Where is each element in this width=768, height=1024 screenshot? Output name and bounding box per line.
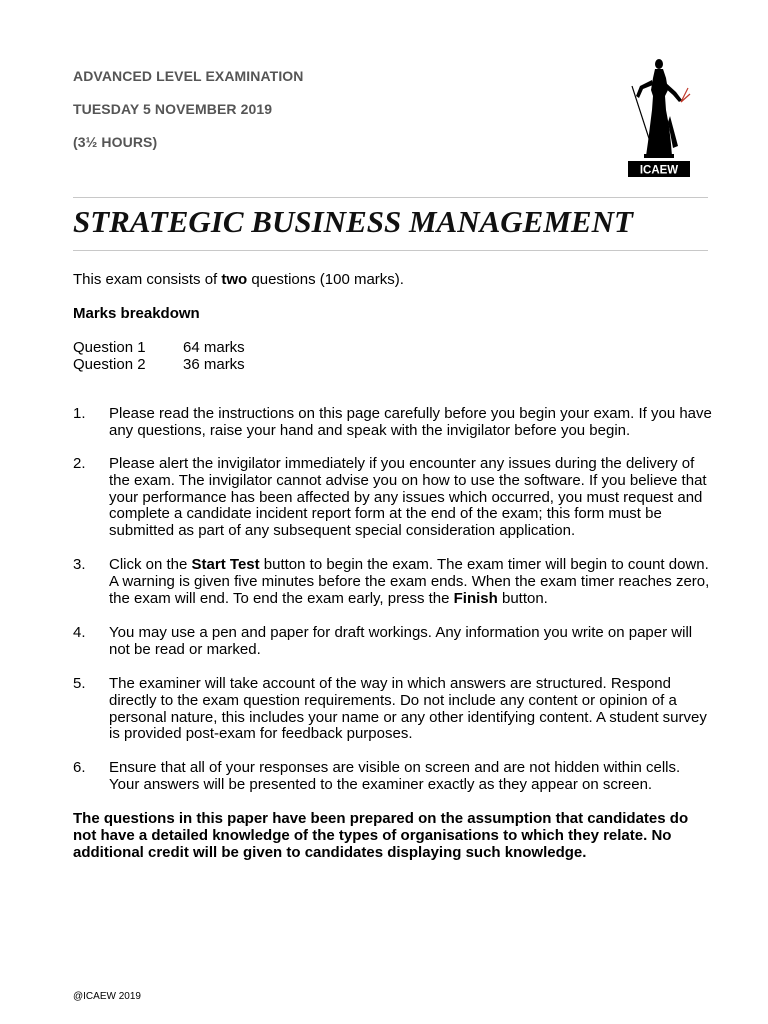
marks-breakdown-heading: Marks breakdown bbox=[73, 305, 200, 322]
instruction-item bbox=[73, 456, 713, 540]
instruction-item bbox=[73, 760, 713, 794]
instruction-text bbox=[109, 557, 713, 607]
assumption-note: The questions in this paper have been prepared on the assumption that candidates do not have a detailed knowledge of the types of organisations to which they relate. No additional credit will be given to candidates displaying such knowledge. bbox=[73, 810, 689, 861]
page-title: STRATEGIC BUSINESS MANAGEMENT bbox=[73, 204, 633, 239]
instruction-item bbox=[73, 676, 713, 743]
instruction-text: Please read the instructions on this page carefully before you begin your exam. If you have any questions, raise your hand and speak with the invigilator before you begin. bbox=[109, 405, 712, 439]
marks-row bbox=[73, 339, 245, 356]
marks-row bbox=[73, 356, 245, 373]
intro-text bbox=[73, 271, 404, 288]
marks-question: Question 2 bbox=[73, 356, 146, 373]
instruction-number: 6. bbox=[73, 759, 86, 776]
logo-wordmark: ICAEW bbox=[639, 164, 679, 177]
exam-date: TUESDAY 5 NOVEMBER 2019 bbox=[73, 101, 273, 117]
instruction-text-part: Click on the bbox=[109, 556, 192, 573]
instruction-number: 2. bbox=[73, 455, 86, 472]
instruction-text-part: button to begin the exam. The exam timer will begin to count down. A warning is given five minutes before the exam ends. When the exam timer reaches zero, the exam will end. To end the exam early, press the bbox=[109, 556, 710, 607]
intro-pre: This exam consists of bbox=[73, 271, 222, 288]
marks-question: Question 1 bbox=[73, 339, 146, 356]
instruction-item bbox=[73, 406, 713, 440]
start-test-label: Start Test bbox=[191, 556, 260, 573]
divider-bottom bbox=[73, 250, 708, 251]
intro-bold: two bbox=[221, 271, 248, 288]
icaew-logo bbox=[626, 56, 692, 178]
copyright-footer: @ICAEW 2019 bbox=[73, 991, 141, 1002]
finish-label: Finish bbox=[453, 589, 498, 607]
exam-duration: (3½ HOURS) bbox=[73, 134, 158, 150]
instruction-text: Ensure that all of your responses are visible on screen and are not hidden within cells. Your answers will be presented to the examiner exactly as they appear on screen. bbox=[109, 759, 681, 793]
instruction-number: 3. bbox=[73, 556, 86, 573]
instruction-text-part: button. bbox=[497, 589, 548, 607]
marks-value: 64 marks bbox=[183, 339, 245, 356]
instruction-item bbox=[73, 625, 713, 659]
instruction-text: You may use a pen and paper for draft workings. Any information you write on paper will not be read or marked. bbox=[109, 624, 693, 658]
instruction-item bbox=[73, 557, 713, 607]
instruction-text: The examiner will take account of the way in which answers are structured. Respond directly to the exam question requirements. Do not include any content or opinion of a personal nature, this includes your name or any other identifying content. A student survey is provided post-exam for feedback purposes. bbox=[109, 675, 707, 743]
exam-level: ADVANCED LEVEL EXAMINATION bbox=[73, 68, 304, 84]
marks-value: 36 marks bbox=[183, 356, 245, 373]
instruction-number: 4. bbox=[73, 624, 86, 641]
divider-top bbox=[73, 197, 708, 198]
instruction-number: 5. bbox=[73, 675, 86, 692]
intro-post: questions (100 marks). bbox=[247, 271, 404, 288]
instruction-text: Please alert the invigilator immediately if you encounter any issues during the delivery of the exam. The invigilator cannot advise you on how to use the software. If you believe that your performance has been affected by any issues which occurred, you must request and complete a candidate incident report form at the end of the exam; this form must be submitted as part of any subsequent special consideration application. bbox=[109, 455, 707, 540]
instruction-number: 1. bbox=[73, 405, 86, 422]
